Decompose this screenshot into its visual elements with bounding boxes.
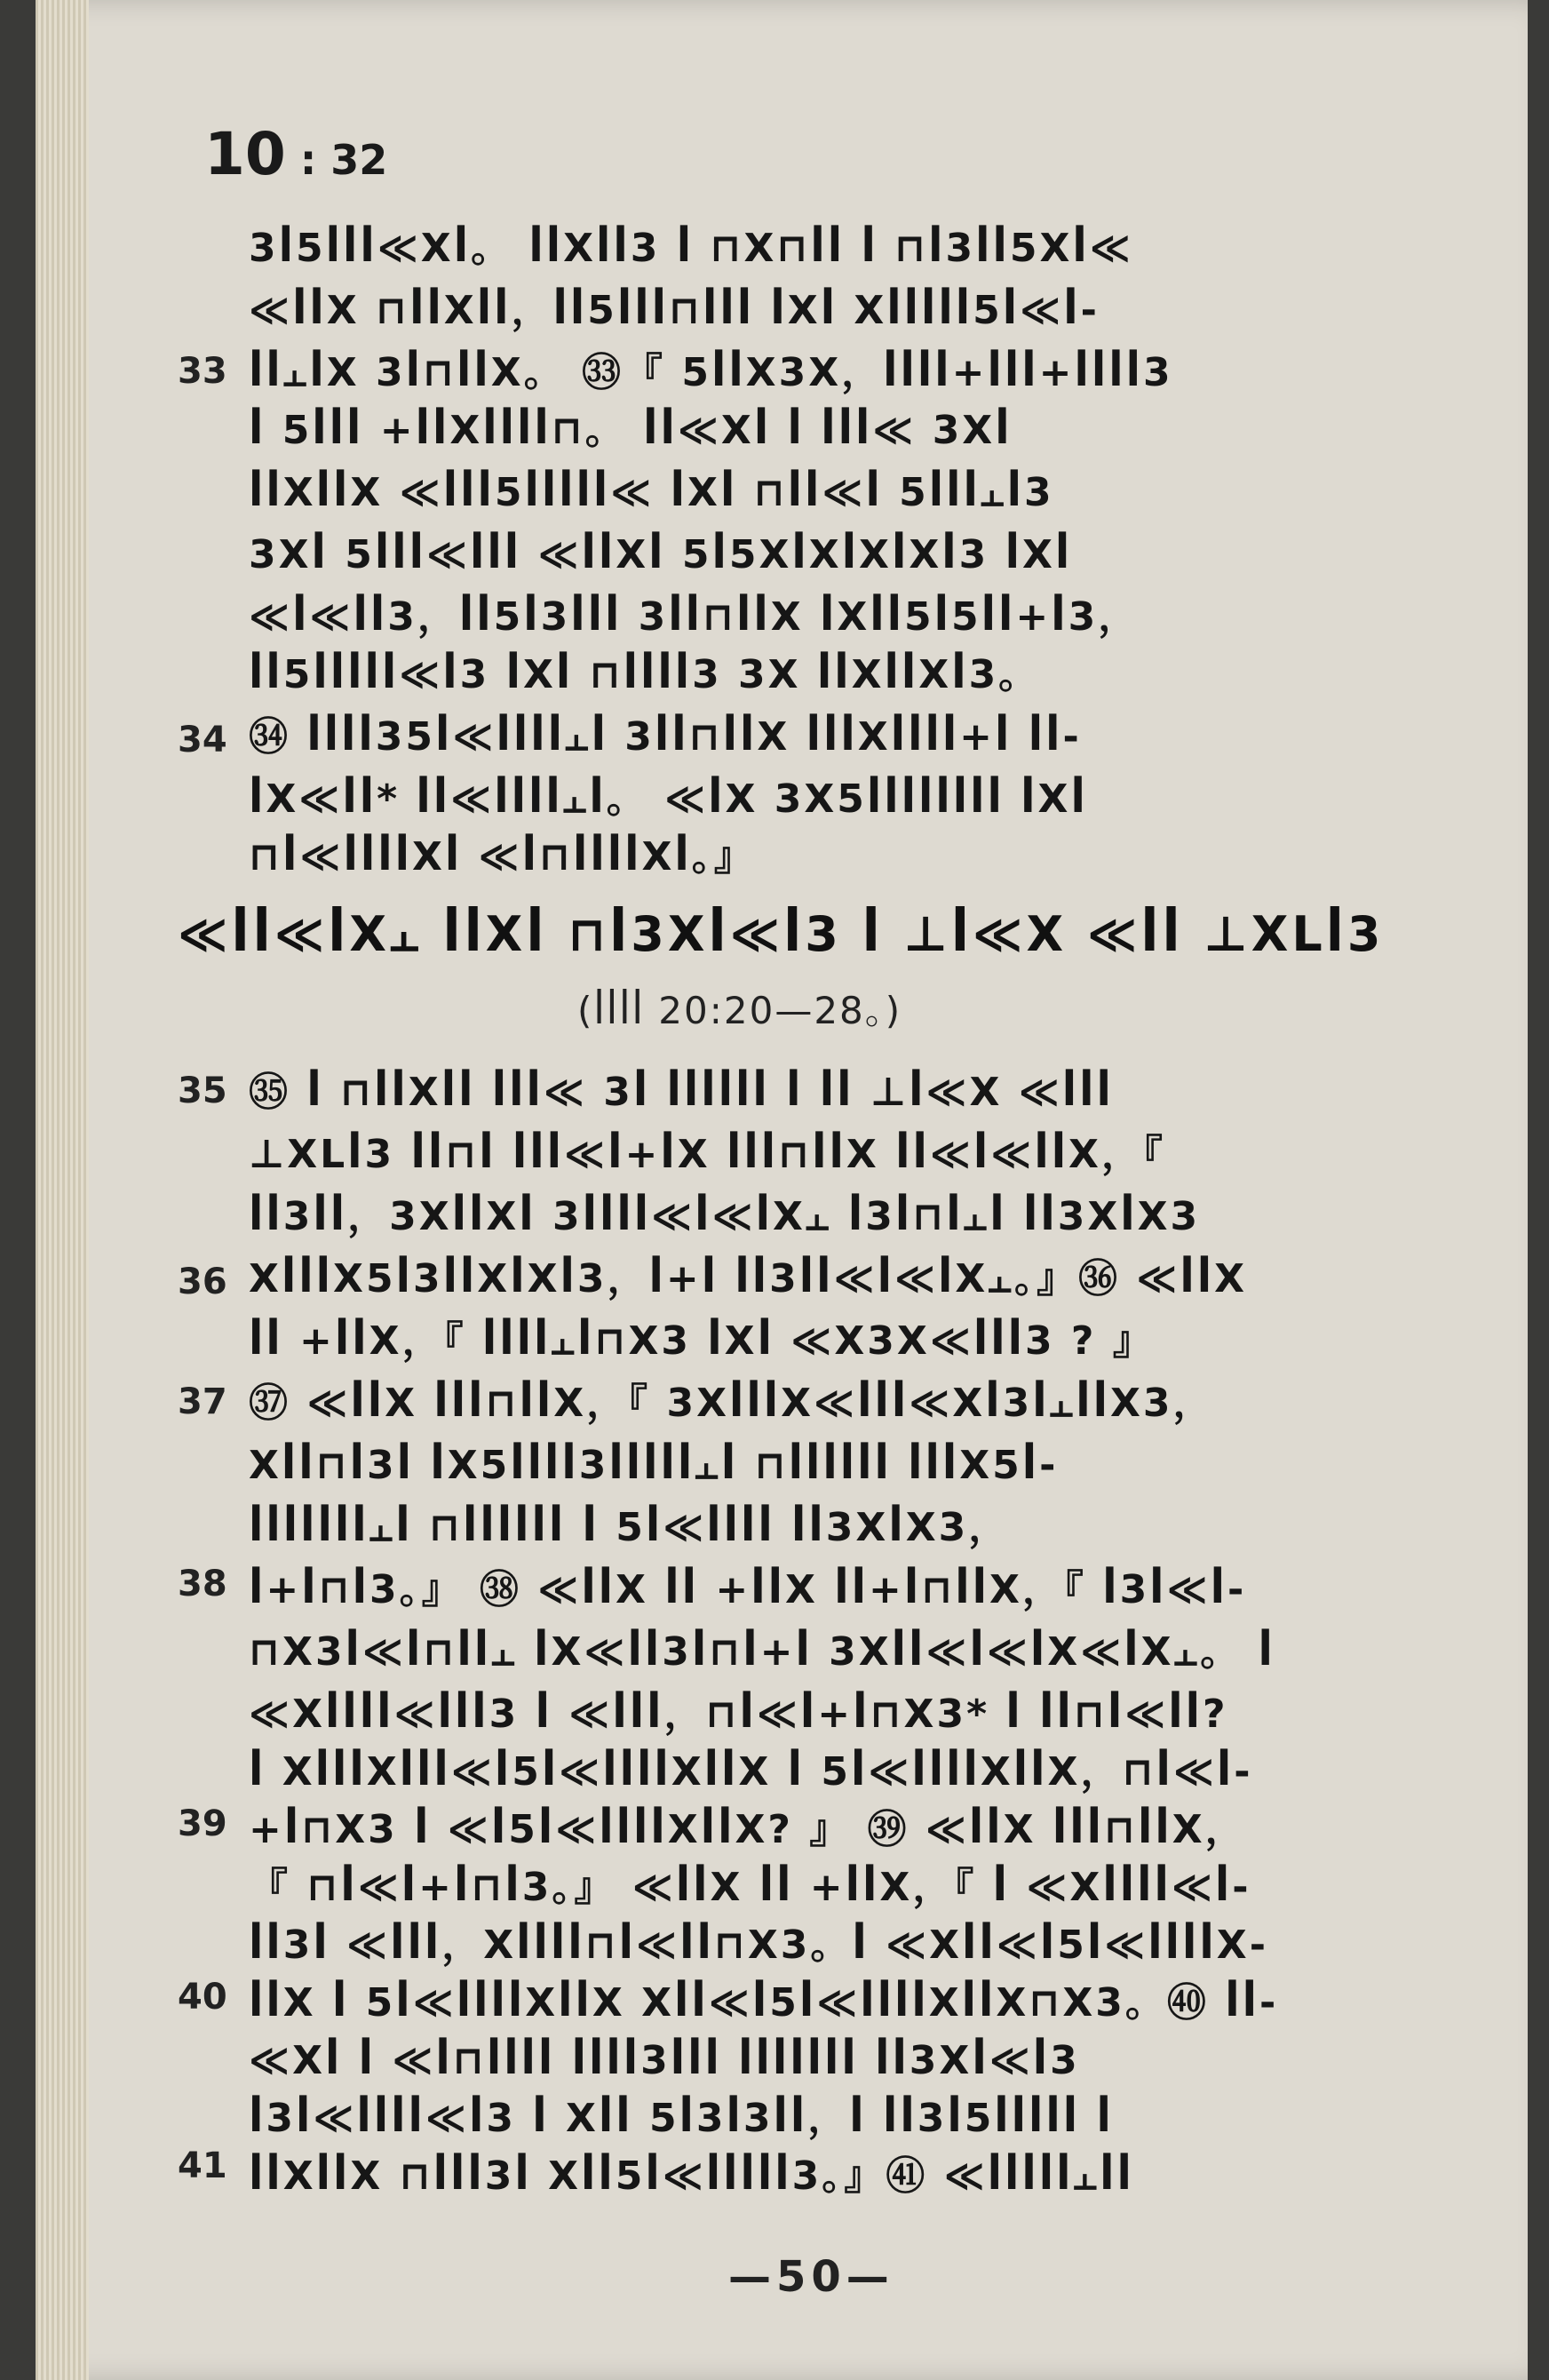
text-line: 3Ⅹꟾ 5ꟾꟾꟾ≪ꟾꟾꟾ ≪ꟾꟾⅩꟾ 5ꟾ5ⅩꟾⅩꟾⅩꟾⅩꟾ3 ꟾⅩꟾ — [249, 532, 1073, 577]
section-reference: (ꟾꟾꟾꟾ 20:20—28。) — [577, 989, 902, 1032]
text-line: ꟾ+ꟾ⊓ꟾ3。』 ㊳ ≪ꟾꟾⅩ ꟾꟾ +ꟾꟾⅩ ꟾꟾ+ꟾ⊓ꟾꟾⅩ，『 ꟾ3ꟾ≪ꟾ- — [249, 1567, 1247, 1612]
verse-number: 39 — [178, 1803, 227, 1844]
verse-number: 40 — [178, 1977, 227, 2018]
text-line: ⅩꟾꟾꟾⅩ5ꟾ3ꟾꟾⅩꟾⅩꟾ3，ꟾ+ꟾ ꟾꟾ3ꟾꟾ≪ꟾ≪ꟾⅩ⫠。』㊱ ≪ꟾꟾⅩ — [249, 1256, 1248, 1301]
verse-number: 36 — [178, 1262, 227, 1302]
text-line: ≪ꟾ≪ꟾꟾ3，ꟾꟾ5ꟾ3ꟾꟾꟾ 3ꟾꟾ⊓ꟾꟾⅩ ꟾⅩꟾꟾ5ꟾ5ꟾꟾ+ꟾ3， — [249, 594, 1140, 640]
text-line: 『 ⊓ꟾ≪ꟾ+ꟾ⊓ꟾ3。』 ≪ꟾꟾⅩ ꟾꟾ +ꟾꟾⅩ，『 ꟾ ≪Ⅹꟾꟾꟾꟾ≪ꟾ- — [249, 1865, 1251, 1910]
page-number: —50— — [728, 2252, 894, 2302]
text-line: ㊲ ≪ꟾꟾⅩ ꟾꟾꟾ⊓ꟾꟾⅩ，『 3ⅩꟾꟾꟾⅩ≪ꟾꟾꟾ≪Ⅹꟾ3ꟾ⫠ꟾꟾⅩ3， — [249, 1381, 1215, 1426]
text-line: ㉟ ꟾ ⊓ꟾꟾⅩꟾꟾ ꟾꟾꟾ≪ 3ꟾ ꟾꟾꟾꟾꟾꟾ ꟾ ꟾꟾ ⊥ꟾ≪Ⅹ ≪ꟾꟾꟾ — [249, 1070, 1114, 1115]
text-line: ꟾꟾꟾꟾꟾꟾꟾ⫠ꟾ ⊓ꟾꟾꟾꟾꟾꟾ ꟾ 5ꟾ≪ꟾꟾꟾꟾ ꟾꟾ3ⅩꟾⅩ3， — [249, 1505, 1011, 1550]
verse-number: 33 — [178, 351, 227, 392]
text-line: +ꟾ⊓Ⅹ3 ꟾ ≪ꟾ5ꟾ≪ꟾꟾꟾꟾⅩꟾꟾⅩ? 』 ㊴ ≪ꟾꟾⅩ ꟾꟾꟾ⊓ꟾꟾⅩ， — [249, 1807, 1247, 1852]
text-line: ꟾꟾⅩ ꟾ 5ꟾ≪ꟾꟾꟾꟾⅩꟾꟾⅩ Ⅹꟾꟾ≪ꟾ5ꟾ≪ꟾꟾꟾꟾⅩꟾꟾⅩ⊓Ⅹ3。㊵ ꟾꟾ- — [249, 1980, 1279, 2026]
text-line: ⊓ꟾ≪ꟾꟾꟾꟾⅩꟾ ≪ꟾ⊓ꟾꟾꟾꟾⅩꟾ。』 — [249, 834, 756, 880]
text-line: ≪Ⅹꟾꟾꟾꟾ≪ꟾꟾꟾ3 ꟾ ≪ꟾꟾꟾ，⊓ꟾ≪ꟾ+ꟾ⊓Ⅹ3* ꟾ ꟾꟾ⊓ꟾ≪ꟾꟾ? — [249, 1691, 1228, 1737]
text-line: Ⅹꟾꟾ⊓ꟾ3ꟾ ꟾⅩ5ꟾꟾꟾꟾ3ꟾꟾꟾꟾꟾ⫠ꟾ ⊓ꟾꟾꟾꟾꟾꟾ ꟾꟾꟾⅩ5ꟾ- — [249, 1443, 1059, 1488]
text-line: ꟾⅩ≪ꟾꟾ* ꟾꟾ≪ꟾꟾꟾꟾ⫠ꟾ。 ≪ꟾⅩ 3Ⅹ5ꟾꟾꟾꟾꟾꟾꟾꟾ ꟾⅩꟾ — [249, 776, 1088, 822]
verse-number: 35 — [178, 1071, 227, 1111]
verse-number: 37 — [178, 1381, 227, 1422]
text-line: ꟾꟾⅩꟾꟾⅩ ≪ꟾꟾꟾ5ꟾꟾꟾꟾꟾ≪ ꟾⅩꟾ ⊓ꟾꟾ≪ꟾ 5ꟾꟾꟾ⫠ꟾ3 — [249, 470, 1054, 515]
text-line: ꟾꟾ3ꟾꟾ，3ⅩꟾꟾⅩꟾ 3ꟾꟾꟾꟾ≪ꟾ≪ꟾⅩ⫠ ꟾ3ꟾ⊓ꟾ⫠ꟾ ꟾꟾ3ⅩꟾⅩ3 — [249, 1194, 1201, 1239]
chapter-verse-header: 10 : 32 — [204, 120, 388, 188]
text-line: ꟾꟾⅩꟾꟾⅩ ⊓ꟾꟾꟾ3ꟾ Ⅹꟾꟾ5ꟾ≪ꟾꟾꟾꟾꟾ3。』㊶ ≪ꟾꟾꟾꟾꟾ⫠ꟾꟾ — [249, 2153, 1134, 2199]
text-line: ꟾꟾ +ꟾꟾⅩ，『 ꟾꟾꟾꟾ⫠ꟾ⊓Ⅹ3 ꟾⅩꟾ ≪Ⅹ3Ⅹ≪ꟾꟾꟾ3 ? 』 — [249, 1318, 1155, 1364]
chapter-number: 10 — [204, 120, 286, 188]
text-line: ≪Ⅹꟾ ꟾ ≪ꟾ⊓ꟾꟾꟾꟾ ꟾꟾꟾꟾ3ꟾꟾꟾ ꟾꟾꟾꟾꟾꟾꟾ ꟾꟾ3Ⅹꟾ≪ꟾ3 — [249, 2038, 1080, 2083]
text-line: ꟾ 5ꟾꟾꟾ +ꟾꟾⅩꟾꟾꟾꟾ⊓。 ꟾꟾ≪Ⅹꟾ ꟾ ꟾꟾꟾ≪ 3Ⅹꟾ — [249, 408, 1013, 453]
text-line: ꟾꟾ5ꟾꟾꟾꟾꟾ≪ꟾ3 ꟾⅩꟾ ⊓ꟾꟾꟾꟾ3 3Ⅹ ꟾꟾⅩꟾꟾⅩꟾ3。 — [249, 652, 1041, 697]
text-line: ㉞ ꟾꟾꟾꟾ35ꟾ≪ꟾꟾꟾꟾ⫠ꟾ 3ꟾꟾ⊓ꟾꟾⅩ ꟾꟾꟾⅩꟾꟾꟾꟾ+ꟾ ꟾꟾ- — [249, 714, 1082, 760]
text-line: ⊓Ⅹ3ꟾ≪ꟾ⊓ꟾꟾ⫠ ꟾⅩ≪ꟾꟾ3ꟾ⊓ꟾ+ꟾ 3Ⅹꟾꟾ≪ꟾ≪ꟾⅩ≪ꟾⅩ⫠。 ꟾ — [249, 1629, 1275, 1675]
page-edge — [36, 0, 89, 2380]
text-line: ꟾ3ꟾ≪ꟾꟾꟾꟾ≪ꟾ3 ꟾ Ⅹꟾꟾ 5ꟾ3ꟾ3ꟾꟾ，ꟾ ꟾꟾ3ꟾ5ꟾꟾꟾꟾꟾ ꟾ — [249, 2096, 1114, 2141]
verse-number: 38 — [178, 1564, 227, 1604]
text-line: ⊥ⅩⅬꟾ3 ꟾꟾ⊓ꟾ ꟾꟾꟾ≪ꟾ+ꟾⅩ ꟾꟾꟾ⊓ꟾꟾⅩ ꟾꟾ≪ꟾ≪ꟾꟾⅩ，『 — [249, 1132, 1165, 1177]
verse-number: 34 — [178, 720, 227, 760]
section-heading: ≪ꟾꟾ≪ꟾⅩ⫠ ꟾꟾⅩꟾ ⊓ꟾ3Ⅹꟾ≪ꟾ3 ꟾ ⊥ꟾ≪Ⅹ ≪ꟾꟾ ⊥ⅩⅬꟾ3 — [178, 906, 1385, 962]
text-line: 3ꟾ5ꟾꟾꟾ≪Ⅹꟾ。 ꟾꟾⅩꟾꟾ3 ꟾ ⊓Ⅹ⊓ꟾꟾ ꟾ ⊓ꟾ3ꟾꟾ5Ⅹꟾ≪ — [249, 226, 1133, 271]
verse-number: 41 — [178, 2145, 227, 2186]
text-line: ꟾ ⅩꟾꟾꟾⅩꟾꟾꟾ≪ꟾ5ꟾ≪ꟾꟾꟾꟾⅩꟾꟾⅩ ꟾ 5ꟾ≪ꟾꟾꟾꟾⅩꟾꟾⅩ，⊓ꟾ≪ꟾ- — [249, 1749, 1253, 1795]
verse-start: 32 — [330, 136, 388, 184]
text-line: ꟾꟾ⫠ꟾⅩ 3ꟾ⊓ꟾꟾⅩ。 ㉝『 5ꟾꟾⅩ3Ⅹ，ꟾꟾꟾꟾ+ꟾꟾꟾ+ꟾꟾꟾꟾ3 — [249, 350, 1173, 395]
text-line: ꟾꟾ3ꟾ ≪ꟾꟾꟾ，Ⅹꟾꟾꟾꟾ⊓ꟾ≪ꟾꟾ⊓Ⅹ3。ꟾ ≪Ⅹꟾꟾ≪ꟾ5ꟾ≪ꟾꟾꟾꟾⅩ- — [249, 1922, 1268, 1968]
text-line: ≪ꟾꟾⅩ ⊓ꟾꟾⅩꟾꟾ，ꟾꟾ5ꟾꟾꟾ⊓ꟾꟾꟾ ꟾⅩꟾ Ⅹꟾꟾꟾꟾꟾ5ꟾ≪ꟾ- — [249, 288, 1100, 333]
